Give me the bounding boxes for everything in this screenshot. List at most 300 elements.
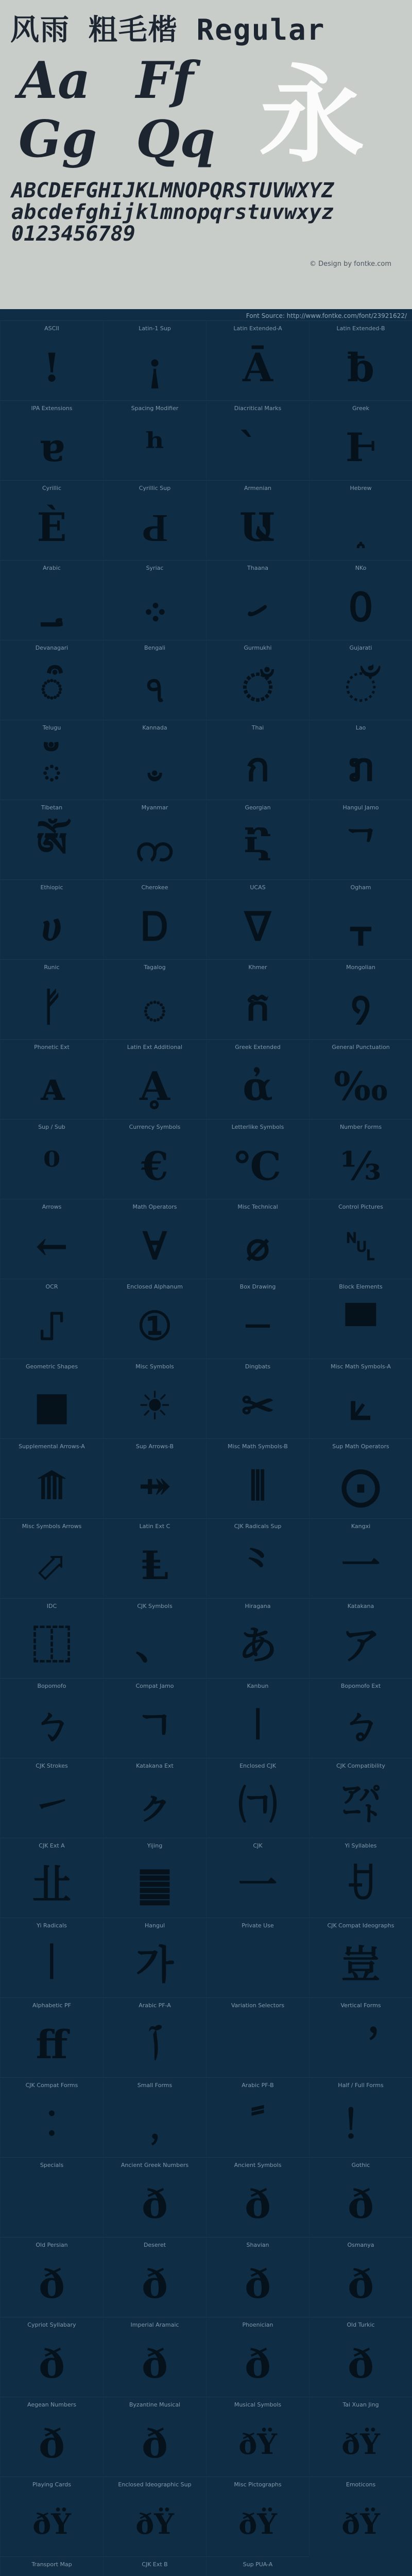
block-label: Runic xyxy=(44,964,60,971)
block-label: Ogham xyxy=(350,884,371,891)
block-cell xyxy=(206,480,309,560)
block-sample-glyph: ᄀ xyxy=(341,824,380,870)
block-sample-glyph: 、 xyxy=(135,1622,175,1668)
block-cell xyxy=(103,1758,206,1838)
block-label: Thai xyxy=(251,724,264,731)
block-cell xyxy=(309,1039,412,1119)
uppercase-alphabet: ABCDEFGHIJKLMNOPQRSTUVWXYZ xyxy=(11,179,334,202)
block-cell xyxy=(206,1598,309,1678)
block-sample-glyph: ⌀ xyxy=(246,1223,270,1269)
block-cell xyxy=(0,800,103,879)
block-label: Arabic xyxy=(43,565,61,571)
block-sample-glyph: ¡ xyxy=(146,345,164,391)
block-cell xyxy=(206,560,309,640)
block-cell xyxy=(206,1199,309,1279)
block-label: Cyrillic xyxy=(42,485,61,492)
block-label: Supplemental Arrows-A xyxy=(19,1443,85,1450)
block-cell xyxy=(0,1359,103,1438)
block-cell xyxy=(309,959,412,1039)
block-label: Phoenician xyxy=(242,2321,273,2328)
block-cell xyxy=(103,2157,206,2237)
block-sample-glyph: ␀ xyxy=(345,1223,376,1269)
block-sample-glyph: ䷀ xyxy=(137,1862,173,1908)
block-cell xyxy=(206,2317,309,2397)
block-sample-glyph: Ͱ xyxy=(345,425,376,470)
block-sample-glyph: ⿰ xyxy=(32,1622,72,1668)
block-sample-glyph: ! xyxy=(43,345,61,391)
block-label: Latin Ext Additional xyxy=(127,1044,183,1050)
block-cell xyxy=(103,879,206,959)
block-cell xyxy=(103,400,206,480)
block-label: UCAS xyxy=(250,884,266,891)
block-label: Syriac xyxy=(146,565,164,571)
block-label: Tibetan xyxy=(41,804,63,811)
block-cell xyxy=(206,320,309,400)
block-sample-glyph xyxy=(207,1937,309,1993)
block-sample-glyph: ︐ xyxy=(341,2022,381,2067)
block-cell xyxy=(103,1438,206,1518)
block-label: ASCII xyxy=(44,325,59,332)
block-label: Sup Math Operators xyxy=(332,1443,389,1450)
block-sample-glyph: ð xyxy=(245,2261,271,2307)
block-cell xyxy=(309,640,412,720)
block-label: Cherokee xyxy=(141,884,168,891)
block-cell xyxy=(0,879,103,959)
block-cell xyxy=(309,560,412,640)
block-label: Diacritical Marks xyxy=(234,405,282,412)
block-cell xyxy=(0,1918,103,1997)
block-cell xyxy=(309,400,412,480)
block-label: CJK Strokes xyxy=(36,1762,68,1769)
sample-pair-aa: Aa xyxy=(19,51,91,110)
sample-pair-ff: Ff xyxy=(136,51,194,110)
block-sample-glyph: ﹰ xyxy=(252,2102,264,2147)
block-cell xyxy=(103,2237,206,2317)
block-cell xyxy=(0,560,103,640)
block-sample-glyph: ሀ xyxy=(41,904,62,950)
block-label: Imperial Aramaic xyxy=(130,2321,179,2328)
block-sample-glyph: ﹐ xyxy=(135,2102,175,2147)
block-sample-glyph: ꀀ xyxy=(345,1862,376,1908)
block-label: Kangxi xyxy=(351,1523,371,1530)
block-sample-glyph: ऀ xyxy=(40,664,64,710)
block-label: Katakana Ext xyxy=(136,1762,174,1769)
block-sample-glyph: ఀ xyxy=(40,744,63,790)
block-sample-glyph: ð xyxy=(348,2261,374,2307)
block-cell xyxy=(0,1838,103,1918)
block-sample-glyph: ⑀ xyxy=(40,1303,64,1349)
block-cell xyxy=(309,1838,412,1918)
block-cell xyxy=(103,800,206,879)
digits: 0123456789 xyxy=(11,222,135,246)
block-sample-glyph: ᚁ xyxy=(351,904,371,950)
block-label: Small Forms xyxy=(137,2082,173,2089)
block-cell xyxy=(103,720,206,800)
block-sample-glyph: ▀ xyxy=(346,1303,376,1349)
block-label: Geometric Shapes xyxy=(25,1363,78,1370)
block-label: Emoticons xyxy=(346,2481,376,2488)
block-label: Kanbun xyxy=(247,1683,269,1689)
block-cell xyxy=(103,1039,206,1119)
block-sample-glyph: € xyxy=(141,1143,168,1189)
block-label: OCR xyxy=(45,1283,58,1290)
block-label: Number Forms xyxy=(339,1124,382,1130)
block-label: Spacing Modifier xyxy=(131,405,179,412)
block-label: Control Pictures xyxy=(338,1204,383,1210)
block-cell xyxy=(206,2397,309,2477)
block-label: CJK Compatibility xyxy=(336,1762,385,1769)
block-cell xyxy=(206,2556,309,2576)
unicode-block-grid xyxy=(0,320,412,2576)
block-sample-glyph: ð xyxy=(142,2421,168,2467)
block-sample-glyph: ᚠ xyxy=(40,984,64,1029)
block-cell xyxy=(309,1199,412,1279)
block-cell xyxy=(206,2477,309,2556)
block-label: Cypriot Syllabary xyxy=(27,2321,76,2328)
block-sample-glyph: ⤀ xyxy=(138,1463,171,1509)
block-label: Sup / Sub xyxy=(38,1124,65,1130)
block-sample-glyph: ܀ xyxy=(143,584,167,630)
block-sample-glyph: ㈀ xyxy=(238,1782,278,1828)
block-cell xyxy=(0,1119,103,1199)
block-cell xyxy=(206,1758,309,1838)
block-cell xyxy=(206,2077,309,2157)
block-cell xyxy=(0,720,103,800)
block-cell xyxy=(103,1279,206,1359)
block-label: CJK Compat Forms xyxy=(25,2082,78,2089)
block-sample-glyph: Ꭰ xyxy=(141,904,168,950)
lowercase-alphabet: abcdefghijklmnopqrstuvwxyz xyxy=(11,200,334,224)
block-cell xyxy=(0,2077,103,2157)
block-label: Old Persian xyxy=(36,2242,68,2248)
block-cell xyxy=(0,959,103,1039)
block-sample-glyph: ㄅ xyxy=(32,1702,72,1748)
block-label: Latin Extended-B xyxy=(336,325,385,332)
block-sample-glyph: ؀ xyxy=(40,584,63,630)
block-label: Cyrillic Sup xyxy=(139,485,171,492)
block-sample-glyph: ⺀ xyxy=(238,1543,278,1588)
block-cell xyxy=(0,2397,103,2477)
block-sample-glyph xyxy=(310,499,412,556)
block-sample-glyph: ① xyxy=(137,1303,173,1349)
block-cell xyxy=(206,1918,309,1997)
block-cell xyxy=(206,640,309,720)
block-cell xyxy=(0,1598,103,1678)
block-sample-glyph: Ⱡ xyxy=(141,1543,169,1588)
block-label: Ethiopic xyxy=(40,884,63,891)
block-sample-glyph: ð xyxy=(142,2261,168,2307)
block-sample-glyph: ð xyxy=(348,2341,374,2387)
block-sample-glyph: ㄱ xyxy=(135,1702,174,1748)
block-label: Currency Symbols xyxy=(129,1124,181,1130)
block-cell xyxy=(0,1199,103,1279)
block-cell xyxy=(103,1918,206,1997)
block-cell xyxy=(0,1039,103,1119)
block-sample-glyph: ⅓ xyxy=(340,1143,381,1189)
block-label: Hangul Jamo xyxy=(342,804,379,811)
block-sample-glyph: ðŸ xyxy=(135,2507,174,2540)
block-cell xyxy=(0,2317,103,2397)
block-cell xyxy=(206,1518,309,1598)
block-cell xyxy=(309,800,412,879)
block-cell xyxy=(0,1279,103,1359)
block-sample-glyph: ð xyxy=(39,2341,65,2387)
block-sample-glyph: あ xyxy=(238,1622,278,1668)
block-cell xyxy=(309,1997,412,2077)
block-cell xyxy=(103,2317,206,2397)
block-sample-glyph: ⁰ xyxy=(43,1143,61,1189)
block-label: Hiragana xyxy=(245,1603,271,1609)
block-cell xyxy=(103,2477,206,2556)
block-label: Ancient Symbols xyxy=(234,2162,282,2168)
block-cell xyxy=(0,1758,103,1838)
block-cell xyxy=(103,1598,206,1678)
block-sample-glyph: ἀ xyxy=(243,1063,273,1109)
block-sample-glyph: Ѐ xyxy=(37,504,67,550)
block-cell xyxy=(103,480,206,560)
block-label: Yijing xyxy=(147,1842,163,1849)
block-sample-glyph: ⬀ xyxy=(35,1543,68,1588)
block-sample-glyph: ð xyxy=(39,2421,65,2467)
block-cell xyxy=(0,640,103,720)
block-label: Bopomofo xyxy=(37,1683,66,1689)
block-cell xyxy=(206,400,309,480)
block-label: Enclosed CJK xyxy=(239,1762,276,1769)
block-sample-glyph: ﭐ xyxy=(150,2022,160,2067)
block-cell xyxy=(309,1119,412,1199)
block-label: Georgian xyxy=(245,804,271,811)
block-label: Arabic PF-A xyxy=(139,2002,171,2009)
block-sample-glyph: ༀ xyxy=(36,824,67,870)
block-sample-glyph: ⼀ xyxy=(341,1543,381,1588)
block-cell xyxy=(309,2317,412,2397)
block-cell xyxy=(103,1518,206,1598)
block-label: Compat Jamo xyxy=(135,1683,174,1689)
block-sample-glyph: Ⴀ xyxy=(243,824,273,870)
font-source-link[interactable]: Font Source: http://www.fontke.com/font/23921622/ xyxy=(246,312,407,319)
block-label: CJK Ext A xyxy=(39,1842,65,1849)
block-sample-glyph xyxy=(1,2176,103,2233)
block-sample-glyph: ✂ xyxy=(241,1383,274,1429)
block-sample-glyph: ‰ xyxy=(333,1063,388,1109)
block-sample-glyph: ︰ xyxy=(32,2102,72,2147)
block-cell xyxy=(309,1438,412,1518)
block-cell xyxy=(309,1678,412,1758)
block-sample-glyph: ð xyxy=(142,2341,168,2387)
block-label: Misc Technical xyxy=(237,1204,278,1210)
block-label: CJK xyxy=(253,1842,263,1849)
block-label: Misc Math Symbols-A xyxy=(331,1363,391,1370)
block-cell xyxy=(206,1279,309,1359)
block-sample-glyph: ð xyxy=(39,2261,65,2307)
feature-glyph: 永 xyxy=(259,55,365,177)
block-label: Enclosed Alphanum xyxy=(127,1283,183,1290)
block-label: Arrows xyxy=(42,1204,62,1210)
block-label: NKo xyxy=(355,565,367,571)
block-cell xyxy=(103,2397,206,2477)
block-label: CJK Symbols xyxy=(137,1603,173,1609)
block-sample-glyph: ðŸ xyxy=(238,2428,277,2461)
block-label: General Punctuation xyxy=(332,1044,390,1050)
block-sample-glyph: ਁ xyxy=(242,664,273,710)
block-label: Variation Selectors xyxy=(231,2002,285,2009)
block-sample-glyph: ðŸ xyxy=(341,2428,380,2461)
block-label: Sup Arrows-B xyxy=(135,1443,174,1450)
block-label: Osmanya xyxy=(347,2242,374,2248)
block-cell xyxy=(309,1518,412,1598)
block-label: Vertical Forms xyxy=(340,2002,381,2009)
block-sample-glyph: 豈 xyxy=(341,1942,381,1988)
block-sample-glyph: ðŸ xyxy=(238,2507,277,2540)
block-cell xyxy=(206,1678,309,1758)
block-sample-glyph: ᜀ xyxy=(142,984,167,1029)
block-cell xyxy=(103,959,206,1039)
block-sample-glyph: ㆐ xyxy=(238,1702,278,1748)
block-sample-glyph: ㇀ xyxy=(32,1782,72,1828)
block-cell xyxy=(206,1039,309,1119)
block-sample-glyph: ಀ xyxy=(146,744,163,790)
block-sample-glyph: ðŸ xyxy=(32,2507,71,2540)
block-cell xyxy=(0,1518,103,1598)
block-cell xyxy=(0,400,103,480)
block-cell xyxy=(206,1838,309,1918)
block-label: Arabic PF-B xyxy=(242,2082,274,2089)
block-sample-glyph: ɐ xyxy=(39,425,65,470)
block-label: Musical Symbols xyxy=(234,2401,282,2408)
block-label: Aegean Numbers xyxy=(27,2401,76,2408)
block-cell xyxy=(309,1279,412,1359)
block-cell xyxy=(309,2077,412,2157)
block-cell xyxy=(0,1678,103,1758)
block-cell xyxy=(206,879,309,959)
block-sample-glyph: ঀ xyxy=(146,664,164,710)
block-sample-glyph: ㇰ xyxy=(135,1782,175,1828)
block-cell xyxy=(103,1838,206,1918)
block-sample-glyph: ⨀ xyxy=(341,1463,381,1509)
block-sample-glyph: ກ xyxy=(348,744,374,790)
block-cell xyxy=(0,320,103,400)
block-cell xyxy=(103,1359,206,1438)
block-label: Alphabetic PF xyxy=(32,2002,71,2009)
block-sample-glyph: 가 xyxy=(135,1942,174,1988)
block-sample-glyph xyxy=(207,2016,309,2073)
block-sample-glyph: ꒐ xyxy=(36,1942,67,1988)
block-label: Thaana xyxy=(247,565,268,571)
block-label: Bengali xyxy=(144,645,166,651)
block-label: Bopomofo Ext xyxy=(340,1683,381,1689)
block-sample-glyph: ─ xyxy=(246,1303,270,1349)
block-sample-glyph: ⦀ xyxy=(249,1463,267,1509)
block-cell xyxy=(206,1438,309,1518)
block-cell xyxy=(206,959,309,1039)
block-sample-glyph: ក xyxy=(245,984,270,1029)
block-label: Dingbats xyxy=(245,1363,271,1370)
block-label: Gurmukhi xyxy=(244,645,272,651)
block-cell xyxy=(206,1119,309,1199)
block-cell xyxy=(309,480,412,560)
block-cell xyxy=(206,720,309,800)
block-label: Hangul xyxy=(145,1922,165,1929)
block-label: IDC xyxy=(46,1603,57,1609)
block-cell xyxy=(103,1199,206,1279)
block-sample-glyph: Ḁ xyxy=(140,1063,170,1109)
block-cell xyxy=(206,2157,309,2237)
block-label: Latin-1 Sup xyxy=(139,325,171,332)
block-cell xyxy=(206,1359,309,1438)
block-sample-glyph: 㐀 xyxy=(32,1862,72,1908)
block-cell xyxy=(309,1359,412,1438)
block-label: Tagalog xyxy=(144,964,166,971)
block-sample-glyph: ！ xyxy=(341,2102,381,2147)
block-cell xyxy=(0,2477,103,2556)
block-sample-glyph: ᐁ xyxy=(244,904,271,950)
block-label: Latin Ext C xyxy=(139,1523,170,1530)
block-cell xyxy=(103,560,206,640)
block-label: Ancient Greek Numbers xyxy=(121,2162,189,2168)
block-label: Misc Symbols xyxy=(135,1363,174,1370)
block-label: Yi Syllables xyxy=(345,1842,377,1849)
block-label: CJK Ext B xyxy=(142,2561,168,2568)
block-label: Lao xyxy=(355,724,366,731)
block-label: Shavian xyxy=(246,2242,269,2248)
block-sample-glyph: ก xyxy=(246,744,270,790)
block-sample-glyph: Ԁ xyxy=(142,504,168,550)
block-cell xyxy=(103,1119,206,1199)
block-cell xyxy=(0,2237,103,2317)
block-cell xyxy=(0,480,103,560)
block-label: Kannada xyxy=(142,724,167,731)
block-cell xyxy=(309,2397,412,2477)
block-sample-glyph: ƀ xyxy=(347,345,375,391)
block-cell xyxy=(309,1918,412,1997)
block-cell xyxy=(309,2237,412,2317)
block-label: Gujarati xyxy=(349,645,372,651)
block-sample-glyph: Ā xyxy=(243,345,273,391)
block-label: Khmer xyxy=(248,964,267,971)
block-cell xyxy=(103,1997,206,2077)
block-cell xyxy=(309,2477,412,2556)
block-sample-glyph: Ա xyxy=(239,504,277,550)
block-sample-glyph: ð xyxy=(348,2181,374,2227)
block-label: Gothic xyxy=(351,2162,370,2168)
block-cell xyxy=(206,2237,309,2317)
block-label: IPA Extensions xyxy=(31,405,73,412)
block-cell xyxy=(309,1598,412,1678)
block-cell xyxy=(0,1997,103,2077)
sample-pair-qq: Qq xyxy=(136,110,215,169)
font-preview-header xyxy=(0,0,412,309)
block-label: Deseret xyxy=(143,2242,166,2248)
block-sample-glyph: ᴀ xyxy=(39,1063,64,1109)
block-sample-glyph: ﬀ xyxy=(36,2022,68,2067)
block-sample-glyph: 一 xyxy=(238,1862,278,1908)
block-cell xyxy=(103,1678,206,1758)
block-sample-glyph: ð xyxy=(245,2341,271,2387)
block-cell xyxy=(309,879,412,959)
block-label: Playing Cards xyxy=(32,2481,71,2488)
block-label: Half / Full Forms xyxy=(338,2082,384,2089)
block-sample-glyph: ހ xyxy=(248,584,267,630)
block-label: Greek Extended xyxy=(235,1044,281,1050)
block-cell xyxy=(103,640,206,720)
block-label: Yi Radicals xyxy=(37,1922,67,1929)
block-cell xyxy=(309,720,412,800)
sample-pair-gg: Gg xyxy=(19,110,97,169)
block-label: Enclosed Ideographic Sup xyxy=(118,2481,192,2488)
block-cell xyxy=(103,320,206,400)
block-label: Latin Extended-A xyxy=(233,325,282,332)
block-sample-glyph: ㌀ xyxy=(341,1782,381,1828)
